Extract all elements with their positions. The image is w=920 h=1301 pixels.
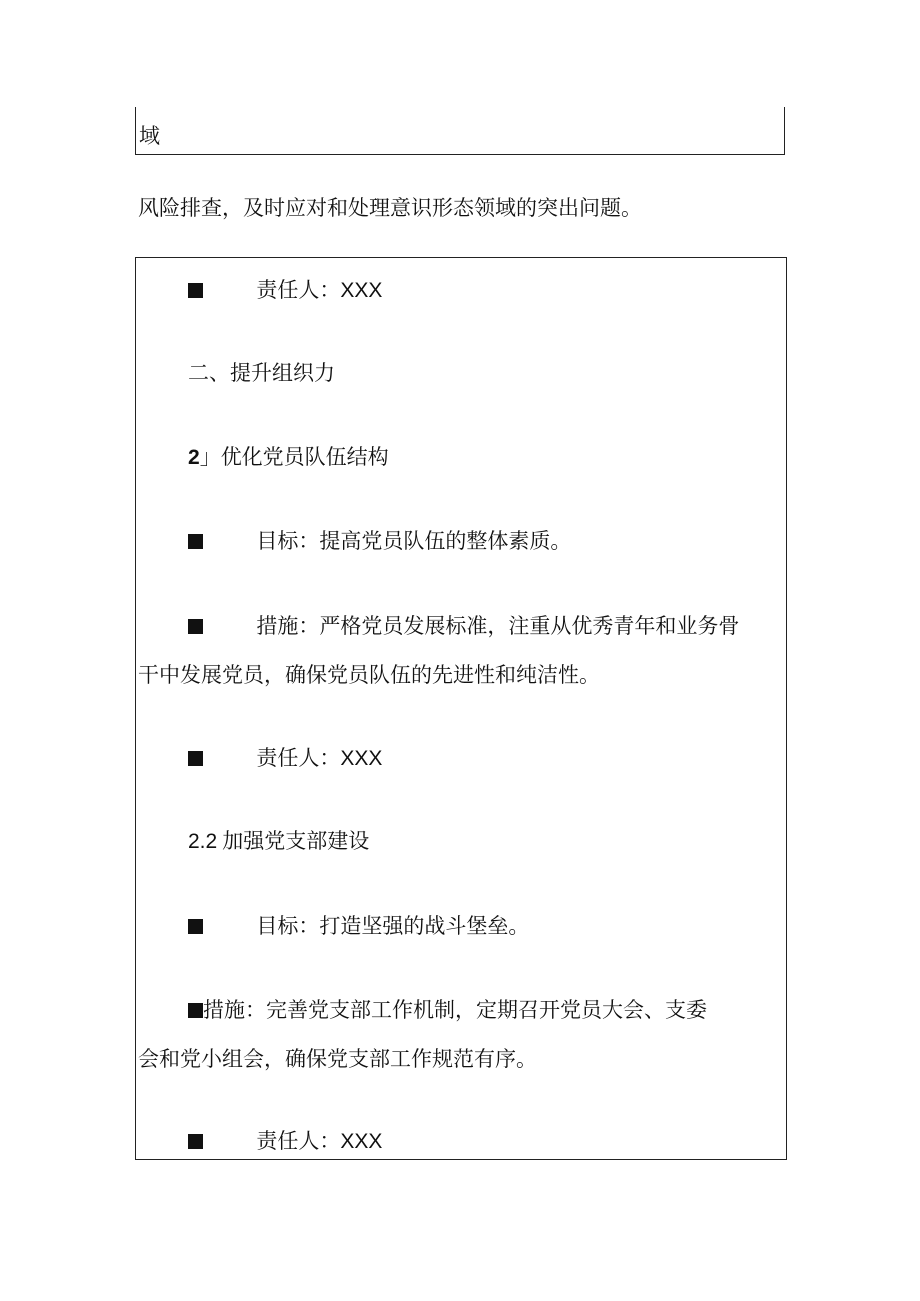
square-bullet-icon <box>188 1003 203 1018</box>
square-bullet-icon <box>188 534 203 549</box>
measure-text-a: 措施：严格党员发展标准，注重从优秀青年和业务骨 <box>256 614 740 638</box>
responsible-value: XXX <box>340 1130 383 1153</box>
subsection-number: 2.2 <box>188 830 218 853</box>
square-bullet-icon <box>188 283 203 298</box>
subsection-separator: 」 <box>199 445 221 469</box>
goal-text: 目标：提高党员队伍的整体素质。 <box>256 529 572 553</box>
subsection-heading-2-2 <box>188 826 369 857</box>
measure-text-a: 措施：完善党支部工作机制，定期召开党员大会、支委 <box>203 998 707 1022</box>
intro-paragraph: 风险排查，及时应对和处理意识形态领域的突出问题。 <box>138 196 642 220</box>
measure-line-2a <box>188 995 707 1025</box>
subsection-title: 优化党员队伍结构 <box>220 445 389 469</box>
subsection-title: 加强党支部建设 <box>222 829 370 853</box>
square-bullet-icon <box>188 751 203 766</box>
square-bullet-icon <box>188 619 203 634</box>
responsible-value: XXX <box>340 747 383 770</box>
responsible-line-1 <box>188 275 382 306</box>
responsible-line-2 <box>188 743 382 774</box>
measure-line-1a <box>188 611 739 641</box>
goal-line-1 <box>188 526 571 556</box>
section-heading: 二、提升组织力 <box>188 361 335 385</box>
subsection-number: 2 <box>188 446 200 469</box>
responsible-label: 责任人： <box>256 1129 341 1153</box>
responsible-label: 责任人： <box>256 278 341 302</box>
measure-line-2b: 会和党小组会，确保党支部工作规范有序。 <box>138 1047 537 1071</box>
responsible-value: XXX <box>340 279 383 302</box>
goal-text: 目标：打造坚强的战斗堡垒。 <box>256 914 530 938</box>
measure-line-1b: 干中发展党员，确保党员队伍的先进性和纯洁性。 <box>138 663 600 687</box>
goal-line-2 <box>188 911 529 941</box>
table-fragment-top <box>135 107 785 155</box>
responsible-label: 责任人： <box>256 746 341 770</box>
responsible-line-3 <box>188 1126 382 1157</box>
fragment-text: 域 <box>139 124 160 148</box>
subsection-heading-2-1 <box>188 442 389 473</box>
content-box <box>135 257 787 1160</box>
square-bullet-icon <box>188 1134 203 1149</box>
square-bullet-icon <box>188 919 203 934</box>
